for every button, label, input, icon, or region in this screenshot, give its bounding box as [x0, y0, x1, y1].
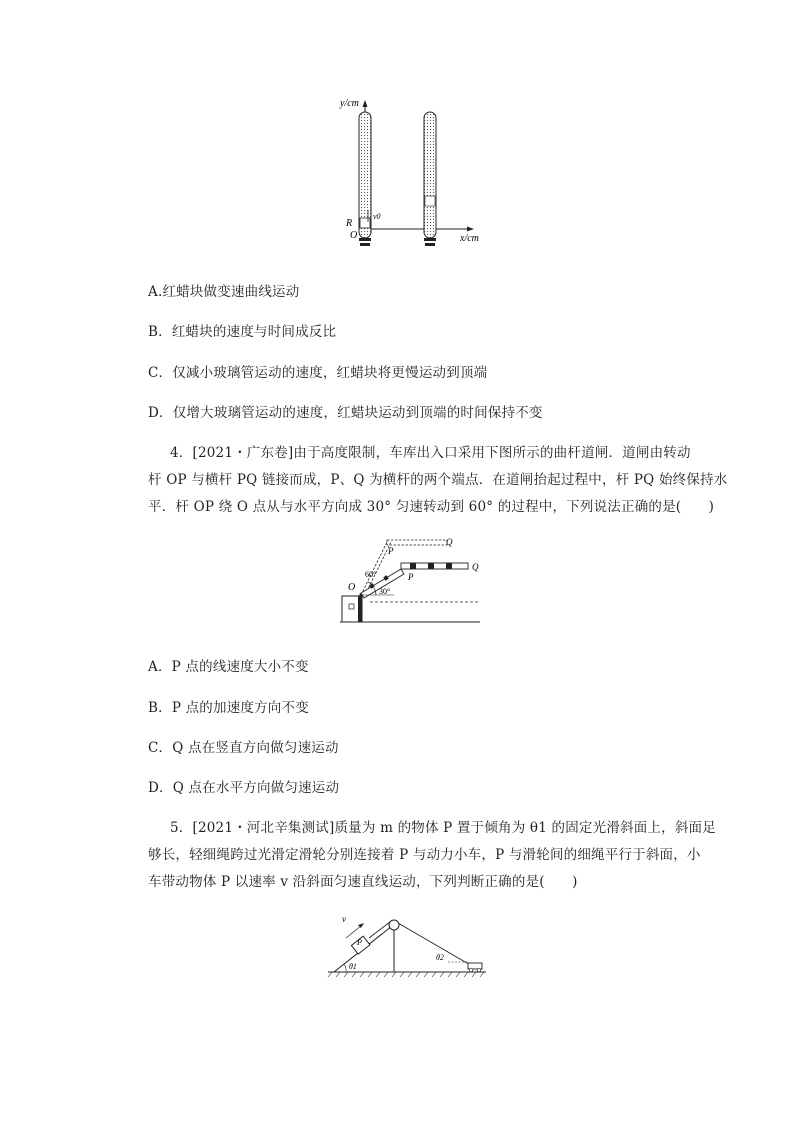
q4-option-a: A．P 点的线速度大小不变 [148, 659, 309, 675]
right-tube [424, 112, 436, 238]
red-block [360, 218, 370, 228]
label-angle-30: 30° [379, 587, 391, 596]
bar-pq-seg3 [446, 563, 452, 569]
label-o: O [348, 582, 356, 593]
label-angle-60: 60° [365, 570, 377, 579]
q5-stem-line-2: 够长，轻细绳跨过光滑定滑轮分别连接着 P 与动力小车，P 与滑轮间的细绳平行于斜面，小 [148, 847, 701, 863]
q3-option-c: C．仅减小玻璃管运动的速度，红蜡块将更慢运动到顶端 [148, 365, 488, 381]
label-theta1: θ1 [349, 962, 357, 971]
q5-stem-line-1: 5．[2021・河北辛集测试]质量为 m 的物体 P 置于倾角为 θ1 的固定光滑斜面上，斜面足 [170, 820, 716, 836]
label-p: P [357, 938, 362, 947]
bar-pq-seg1 [410, 563, 416, 569]
right-tube-cap-2 [425, 243, 435, 246]
label-p-lower: P [408, 572, 414, 582]
bar-pq-upper [387, 540, 447, 545]
q4-stem-line-3: 平．杆 OP 绕 O 点从与水平方向成 30° 匀速转动到 60° 的过程中，下列说法正确的是( ) [148, 499, 715, 515]
right-tube-cap-1 [424, 238, 436, 241]
q3-option-b: B．红蜡块的速度与时间成反比 [148, 324, 337, 340]
x-axis-arrow [467, 227, 474, 232]
q4-option-c: C．Q 点在竖直方向做匀速运动 [148, 740, 339, 756]
right-tube-block [425, 196, 435, 206]
figure-incline-pulley [322, 910, 492, 982]
gate-base-shade [358, 596, 362, 622]
label-p-upper: P [388, 546, 394, 556]
velocity-label: v0 [373, 212, 381, 221]
velocity-arrow [346, 925, 362, 938]
ground-hatch [328, 972, 484, 977]
q5-stem-line-3: 车带动物体 P 以速率 v 沿斜面匀速直线运动，下列判断正确的是( ) [148, 874, 578, 890]
label-theta2: θ2 [436, 953, 444, 962]
y-axis-label: y/cm [340, 98, 359, 109]
x-axis-label: x/cm [460, 233, 479, 244]
block-label: R [346, 218, 353, 229]
angle-arc-theta1 [344, 964, 346, 972]
q4-stem-line-1: 4．[2021・广东卷]由于高度限制，车库出入口采用下图所示的曲杆道闸．道闸由转动 [170, 445, 691, 461]
q4-stem-line-2: 杆 OP 与横杆 PQ 链接而成，P、Q 为横杆的两个端点．在道闸抬起过程中，杆 PQ 始终保持水 [148, 472, 728, 488]
q4-option-d: D．Q 点在水平方向做匀速运动 [148, 780, 340, 796]
origin-label: O [350, 230, 358, 241]
cart-wheel-1 [469, 968, 473, 972]
q3-option-a: A.红蜡块做变速曲线运动 [148, 284, 300, 300]
q4-option-b: B．P 点的加速度方向不变 [148, 700, 309, 716]
bar-pq-seg2 [428, 563, 434, 569]
figure-barrier-gate [330, 532, 490, 632]
pulley [389, 920, 399, 930]
label-q-lower: Q [472, 562, 479, 572]
left-tube-cap-1 [359, 238, 371, 241]
label-v: v [342, 914, 346, 924]
q3-option-d: D．仅增大玻璃管运动的速度，红蜡块运动到顶端的时间保持不变 [148, 405, 543, 421]
label-q-upper: Q [446, 537, 453, 547]
rope-to-cart [398, 923, 472, 966]
cart-wheel-2 [477, 968, 481, 972]
left-tube-cap-2 [360, 243, 370, 246]
figure-glass-tubes [330, 92, 500, 260]
y-axis-arrow [363, 100, 368, 107]
